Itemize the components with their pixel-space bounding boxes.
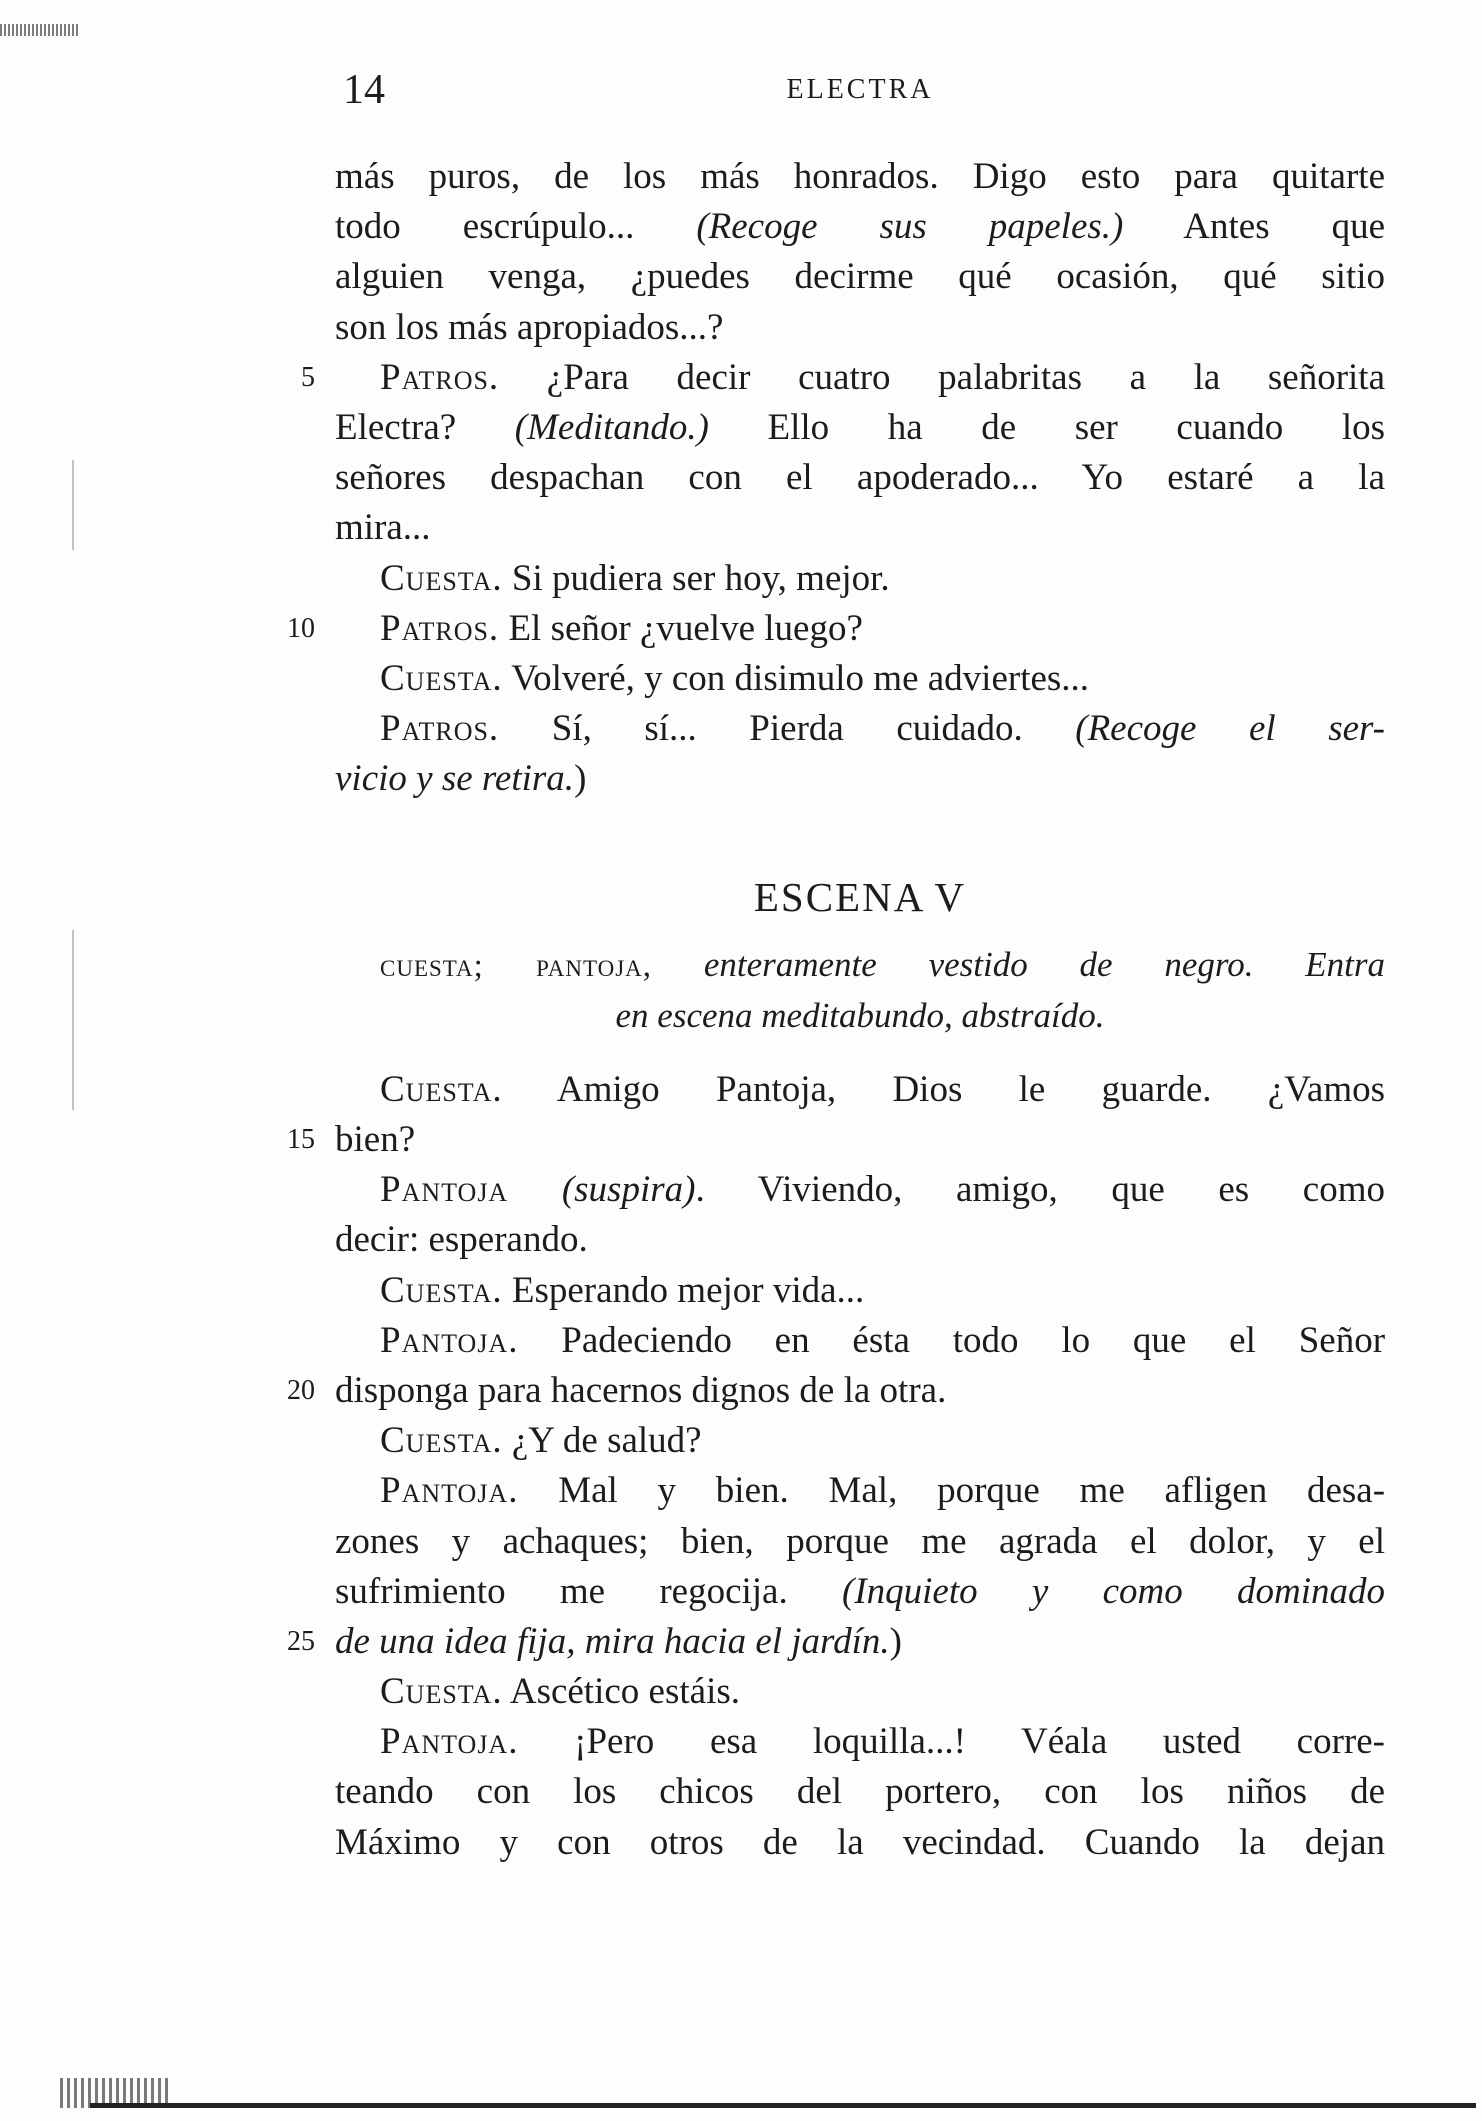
text-line: Cuesta. Ascético estáis. <box>380 1671 740 1713</box>
text-line: 20 disponga para hacernos dignos de la otra. <box>335 1366 1385 1416</box>
stage-direction: en escena meditabundo, abstraído. <box>615 995 1105 1035</box>
text-line: Patros. Sí, sí... Pierda cuidado. (Recoge el ser- <box>380 708 1385 750</box>
line-number: 15 <box>287 1124 315 1155</box>
text-line: 15 bien? <box>335 1115 1385 1165</box>
stage-direction: cuesta; pantoja, enteramente vestido de negro. Entra <box>380 945 1385 985</box>
line-number: 25 <box>287 1625 315 1657</box>
running-title: ELECTRA <box>786 74 934 105</box>
margin-mark <box>72 930 74 1110</box>
text-line: vicio y se retira.) <box>335 758 587 800</box>
speaker-name: Patros. <box>380 356 500 398</box>
margin-mark <box>72 460 74 550</box>
text-line: decir: esperando. <box>335 1219 588 1261</box>
speaker-name: Cuesta. <box>380 657 503 699</box>
speaker-name: Pantoja. <box>380 1721 519 1763</box>
scene-title: ESCENA V <box>753 874 967 921</box>
text-line: 5 Patros. ¿Para decir cuatro palabritas a la señorita <box>335 353 1385 403</box>
speaker-name: Cuesta. <box>380 1068 503 1110</box>
text-line: zones y achaques; bien, porque me agrada el dolor, y el <box>335 1520 1385 1562</box>
text-line: mira... <box>335 507 431 549</box>
speaker-name: Pantoja. <box>380 1319 519 1361</box>
text-line: Cuesta. Volveré, y con disimulo me adviertes... <box>380 657 1090 699</box>
speaker-name: Cuesta. <box>380 1420 503 1462</box>
speaker-name: Patros. <box>380 607 500 649</box>
page-number: 14 <box>343 67 385 113</box>
page-header <box>335 66 1385 116</box>
speaker-name: Cuesta. <box>380 557 503 599</box>
text-line: Pantoja. ¡Pero esa loquilla...! Véala usted corre- <box>380 1721 1385 1763</box>
speaker-name: Patros. <box>380 708 500 750</box>
speaker-name: Cuesta. <box>380 1269 503 1311</box>
text-line: más puros, de los más honrados. Digo esto para quitarte <box>335 156 1385 197</box>
text-line: Cuesta. Amigo Pantoja, Dios le guarde. ¿Vamos <box>380 1068 1385 1110</box>
text-line: Electra? (Meditando.) Ello ha de ser cuando los <box>335 406 1386 448</box>
text-line: todo escrúpulo... (Recoge sus papeles.) Antes que <box>335 206 1386 248</box>
cast-list: cuesta; pantoja, <box>380 948 653 985</box>
text-line: señores despachan con el apoderado... Yo estaré a la <box>335 457 1385 499</box>
page-bottom-edge <box>90 2103 1476 2108</box>
text-line: son los más apropiados...? <box>335 306 724 348</box>
line-number: 20 <box>287 1374 315 1406</box>
text-line: 25 de una idea fija, mira hacia el jardín.) <box>335 1617 1385 1667</box>
text-line: Pantoja. Padeciendo en ésta todo lo que el Señor <box>380 1319 1386 1361</box>
text-line: Cuesta. Si pudiera ser hoy, mejor. <box>380 557 890 599</box>
text-line: 10 Patros. El señor ¿vuelve luego? <box>335 604 1385 654</box>
text-line: teando con los chicos del portero, con los niños de <box>335 1771 1385 1813</box>
text-line: Cuesta. Esperando mejor vida... <box>380 1269 865 1311</box>
text-line: sufrimiento me regocija. (Inquieto y como dominado <box>335 1570 1385 1612</box>
speaker-name: Pantoja <box>380 1169 509 1211</box>
speaker-name: Cuesta. <box>380 1671 503 1713</box>
text-line: Cuesta. ¿Y de salud? <box>380 1420 702 1462</box>
line-number: 10 <box>287 612 315 644</box>
text-line: Pantoja (suspira). Viviendo, amigo, que es como <box>380 1169 1385 1211</box>
body-text <box>287 152 1386 1868</box>
text-line: Máximo y con otros de la vecindad. Cuando la dejan <box>335 1821 1385 1863</box>
text-line: Pantoja. Mal y bien. Mal, porque me afligen desa- <box>380 1470 1386 1512</box>
text-line: alguien venga, ¿puedes decirme qué ocasión, qué sitio <box>335 256 1385 298</box>
line-number: 5 <box>301 361 315 393</box>
speaker-name: Pantoja. <box>380 1470 519 1512</box>
corner-scan-mark <box>0 24 80 36</box>
